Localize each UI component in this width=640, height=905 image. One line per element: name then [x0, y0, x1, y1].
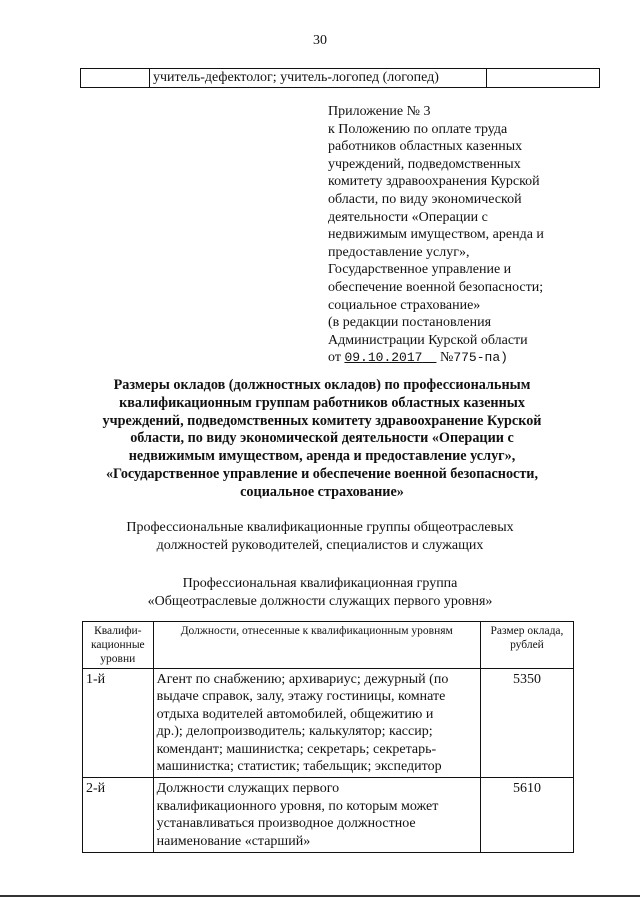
appendix-line: области, по виду экономической [328, 191, 522, 207]
cell-level: 1-й [83, 669, 154, 778]
appendix-line: Государственное управление и [328, 262, 512, 278]
page-bottom-rule [0, 895, 640, 897]
header-line: кационные [90, 639, 145, 651]
appendix-line: (в редакции постановления [328, 315, 492, 331]
heading-line: учреждений, подведомственных комитету здравоохранение Курской [102, 412, 542, 429]
table-cell-text: учитель-дефектолог; учитель-логопед (логопед) [150, 69, 487, 88]
position-line: др.); делопроизводитель; калькулятор; кассир; [156, 724, 433, 740]
cell-level: 2-й [83, 778, 154, 853]
subheading-groups [80, 519, 560, 555]
position-line: квалификационного уровня, по которым может [156, 798, 439, 814]
appendix-line: деятельности «Операции с [328, 209, 488, 225]
table-row [83, 778, 574, 853]
table-cell-empty [487, 69, 600, 88]
position-line: Агент по снабжению; архивариус; дежурный (по [156, 672, 449, 687]
heading-line: квалификационным группам работников областных казенных [119, 394, 525, 411]
appendix-line: обеспечение военной безопасности; [328, 279, 544, 295]
table-header-row [83, 622, 574, 669]
appendix-date-line [328, 349, 613, 367]
position-line: наименование «старший» [156, 833, 311, 849]
appendix-line: учреждений, подведомственных [328, 156, 521, 172]
resolution-number: 775-па) [453, 350, 508, 366]
position-line: комендант; машинистка; секретарь; секретарь- [156, 741, 437, 757]
header-line: рублей [510, 639, 544, 651]
heading-line: недвижимым имуществом, аренда и предоставление услуг», [128, 448, 516, 465]
appendix-line: работников областных казенных [328, 139, 523, 155]
subheading-group-title [80, 575, 560, 611]
heading-line: «Государственное управление и обеспечение военной безопасности, [105, 465, 539, 482]
position-line: машинистка; статистик; табельщик; экспедитор [156, 759, 442, 775]
top-table-fragment [80, 68, 600, 88]
heading-line: области, по виду экономической деятельности «Операции с [130, 430, 514, 447]
header-line: Размер оклада, [490, 625, 564, 637]
cell-positions [153, 669, 480, 778]
subheading-line: Профессиональная квалификационная группа [182, 576, 458, 591]
appendix-line: Администрации Курской области [328, 332, 528, 348]
appendix-line: предоставление услуг», [328, 244, 470, 260]
heading-line: Размеры окладов (должностных окладов) по профессиональным [113, 377, 531, 393]
salary-table [82, 621, 574, 853]
appendix-line: комитету здравоохранения Курской [328, 174, 540, 190]
table-row [81, 69, 600, 88]
subheading-line: Профессиональные квалификационные группы общеотраслевых [126, 520, 514, 535]
header-salary [480, 622, 573, 669]
appendix-line: социальное страхование» [328, 297, 481, 313]
page-number: 30 [313, 33, 327, 48]
date-prefix: от [328, 350, 341, 366]
header-line: Квалифи- [94, 625, 142, 637]
header-level [83, 622, 154, 669]
cell-positions [153, 778, 480, 853]
resolution-date: 09.10.2017 [344, 350, 423, 366]
table-cell-empty [81, 69, 150, 88]
appendix-block [328, 103, 613, 367]
heading-line: социальное страхование» [240, 483, 404, 500]
subheading-line: «Общеотраслевые должности служащих первого уровня» [147, 594, 493, 609]
cell-salary: 5610 [480, 778, 573, 853]
document-heading [82, 377, 562, 502]
position-line: Должности служащих первого [156, 781, 340, 797]
number-prefix: № [439, 350, 454, 366]
appendix-line: к Положению по оплате труда [328, 121, 508, 137]
table-row [83, 669, 574, 778]
appendix-line: недвижимым имуществом, аренда и [328, 227, 544, 243]
header-positions: Должности, отнесенные к квалификационным уровням [153, 622, 480, 669]
subheading-line: должностей руководителей, специалистов и служащих [156, 538, 484, 553]
position-line: выдаче справок, залу, этажу гостиницы, комнате [156, 689, 446, 705]
position-line: отдыха водителей автомобилей, общежитию и [156, 706, 434, 722]
appendix-line: Приложение № 3 [328, 104, 431, 119]
header-line: уровни [100, 653, 136, 665]
position-line: устанавливаться производное должностное [156, 816, 416, 832]
cell-salary: 5350 [480, 669, 573, 778]
